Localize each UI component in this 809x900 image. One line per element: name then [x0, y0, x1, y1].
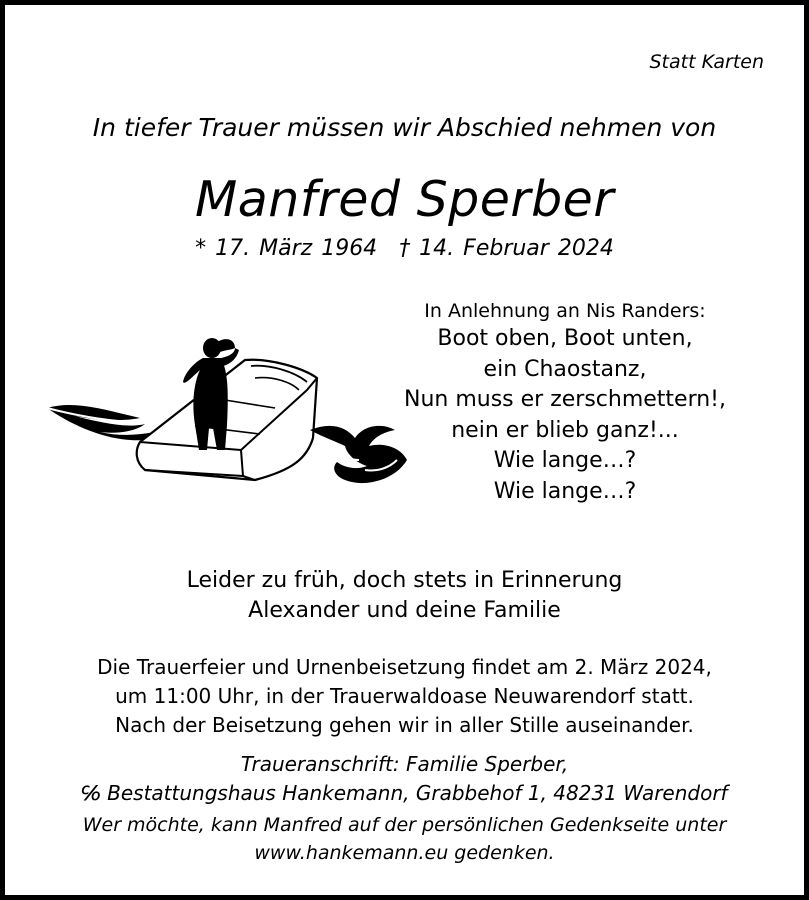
poem-line: Nun muss er zerschmettern!,: [404, 387, 726, 412]
deceased-name: Manfred Sperber: [195, 171, 614, 228]
memorial-line: Wer möchte, kann Manfred auf der persönlichen Gedenkseite unter: [82, 814, 727, 836]
closing-block: [5, 566, 804, 626]
death-date: † 14. Februar 2024: [399, 236, 614, 261]
closing-line: Leider zu früh, doch stets in Erinnerung: [186, 568, 623, 593]
birth-date: * 17. März 1964: [195, 236, 378, 261]
poem-line: Wie lange…?: [493, 478, 637, 504]
life-dates: [5, 236, 804, 261]
ceremony-line: um 11:00 Uhr, in der Trauerwaldoase Neuwarendorf statt.: [115, 684, 694, 708]
poem-line: nein er blieb ganz!...: [451, 417, 679, 443]
person-in-rowboat-on-waves-icon: [45, 330, 415, 500]
statt-karten-label: Statt Karten: [649, 51, 764, 73]
ceremony-line: Nach der Beisetzung gehen wir in aller Stille auseinander.: [115, 713, 694, 737]
memorial-page-info: [5, 811, 804, 867]
poem-line: Wie lange…?: [493, 448, 637, 473]
family-signature: Alexander und deine Familie: [248, 598, 561, 623]
poem-line: ein Chaostanz,: [483, 356, 647, 382]
poem: [385, 298, 745, 507]
address-line: Traueranschrift: Familie Sperber,: [240, 752, 569, 776]
intro-line: In tiefer Trauer müssen wir Abschied nehmen von: [92, 113, 717, 142]
ceremony-info: [5, 653, 804, 740]
address-line: ℅ Bestattungshaus Hankemann, Grabbehof 1, 48231 Warendorf: [81, 781, 728, 805]
ceremony-line: Die Trauerfeier und Urnenbeisetzung findet am 2. März 2024,: [97, 655, 712, 679]
poem-attribution: In Anlehnung an Nis Randers:: [424, 300, 706, 322]
memorial-link[interactable]: www.hankemann.eu gedenken.: [254, 842, 555, 864]
poem-line: Boot oben, Boot unten,: [437, 326, 693, 351]
mourning-address: [5, 750, 804, 808]
